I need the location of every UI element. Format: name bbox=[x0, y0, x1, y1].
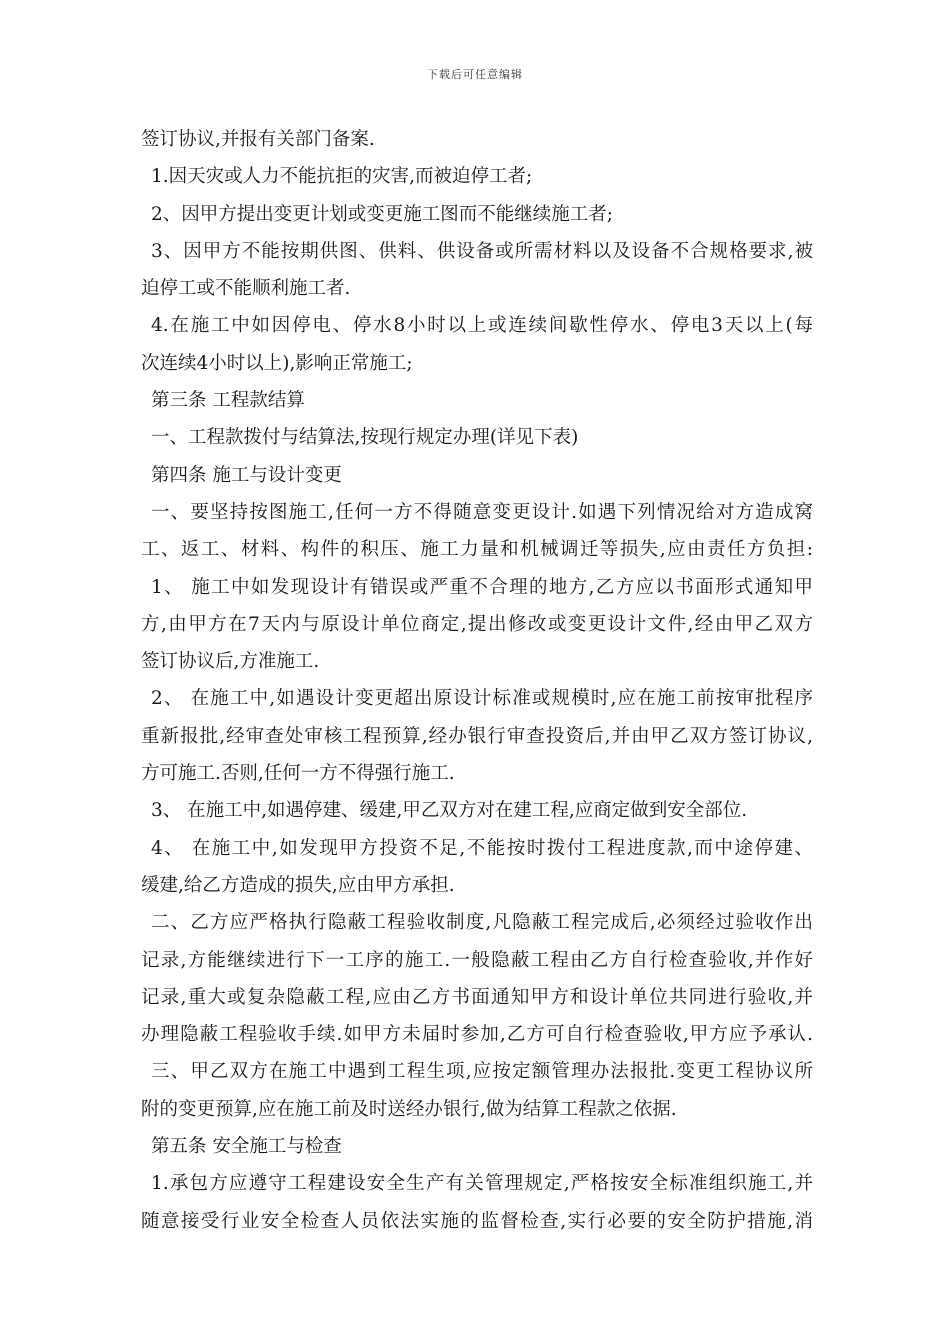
text-line: 签订协议后,方准施工. bbox=[141, 651, 320, 673]
text-line: 1.承包方应遵守工程建设安全生产有关管理规定,严格按安全标准组织施工,并 bbox=[151, 1173, 813, 1195]
text-line: 方可施工.否则,任何一方不得强行施工. bbox=[141, 763, 455, 785]
text-line: 第四条 施工与设计变更 bbox=[151, 464, 342, 486]
text-line: 二、乙方应严格执行隐蔽工程验收制度,凡隐蔽工程完成后,必须经过验收作出 bbox=[151, 912, 813, 934]
text-line: 第三条 工程款结算 bbox=[151, 390, 305, 412]
text-line: 缓建,给乙方造成的损失,应由甲方承担. bbox=[141, 874, 455, 896]
text-line: 4.在施工中如因停电、停水8小时以上或连续间歇性停水、停电3天以上(每 bbox=[151, 315, 813, 337]
text-line: 3、 在施工中,如遇停建、缓建,甲乙双方对在建工程,应商定做到安全部位. bbox=[151, 800, 748, 822]
text-line: 第五条 安全施工与检查 bbox=[151, 1136, 342, 1158]
text-line: 附的变更预算,应在施工前及时送经办银行,做为结算工程款之依据. bbox=[141, 1098, 677, 1120]
page-header: 下载后可任意编辑 bbox=[427, 68, 523, 81]
text-line: 1、 施工中如发现设计有错误或严重不合理的地方,乙方应以书面形式通知甲 bbox=[151, 576, 813, 598]
text-line: 重新报批,经审查处审核工程预算,经办银行审查投资后,并由甲乙双方签订协议, bbox=[141, 725, 813, 747]
text-line: 1.因天灾或人力不能抗拒的灾害,而被迫停工者; bbox=[151, 166, 533, 188]
document-body bbox=[141, 121, 813, 1240]
text-line: 记录,方能继续进行下一工序的施工.一般隐蔽工程由乙方自行检查验收,并作好 bbox=[141, 949, 813, 971]
text-line: 随意接受行业安全检查人员依法实施的监督检查,实行必要的安全防护措施,消 bbox=[141, 1210, 813, 1232]
text-line: 迫停工或不能顺利施工者. bbox=[141, 278, 351, 300]
text-line: 方,由甲方在7天内与原设计单位商定,提出修改或变更设计文件,经由甲乙双方 bbox=[141, 613, 813, 635]
text-line: 2、 在施工中,如遇设计变更超出原设计标准或规模时,应在施工前按审批程序 bbox=[151, 688, 813, 710]
text-line: 3、因甲方不能按期供图、供料、供设备或所需材料以及设备不合规格要求,被 bbox=[151, 240, 813, 262]
text-line: 签订协议,并报有关部门备案. bbox=[141, 129, 375, 150]
text-line: 一、工程款拨付与结算法,按现行规定办理(详见下表) bbox=[151, 427, 579, 449]
text-line: 记录,重大或复杂隐蔽工程,应由乙方书面通知甲方和设计单位共同进行验收,并 bbox=[141, 986, 813, 1008]
text-line: 三、甲乙双方在施工中遇到工程生项,应按定额管理办法报批.变更工程协议所 bbox=[151, 1061, 813, 1083]
text-line: 次连续4小时以上),影响正常施工; bbox=[141, 352, 413, 374]
text-line: 4、 在施工中,如发现甲方投资不足,不能按时拨付工程进度款,而中途停建、 bbox=[151, 837, 813, 859]
text-line: 工、返工、材料、构件的积压、施工力量和机械调迁等损失,应由责任方负担: bbox=[141, 539, 813, 561]
text-line: 办理隐蔽工程验收手续.如甲方未届时参加,乙方可自行检查验收,甲方应予承认. bbox=[141, 1024, 813, 1046]
text-line: 2、因甲方提出变更计划或变更施工图而不能继续施工者; bbox=[151, 203, 614, 225]
text-line: 一、要坚持按图施工,任何一方不得随意变更设计.如遇下列情况给对方造成窝 bbox=[151, 501, 813, 523]
